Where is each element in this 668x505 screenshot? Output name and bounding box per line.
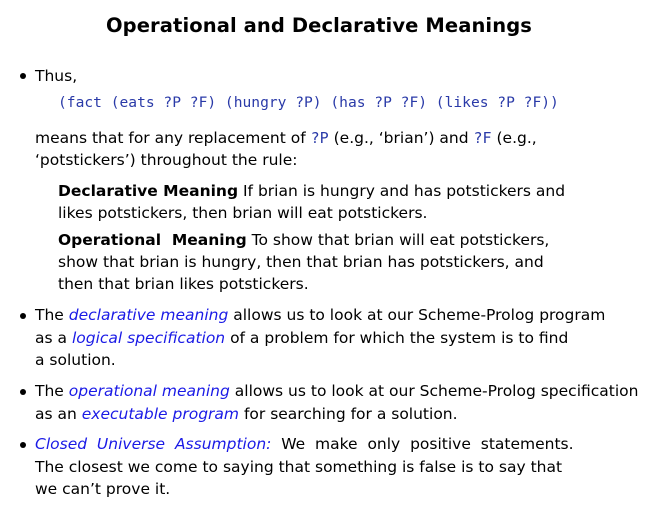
- bullet-3-text-4: for searching for a solution.: [239, 405, 458, 423]
- var-p: ?P: [310, 129, 329, 147]
- bullet-2-text-1: The: [35, 306, 69, 324]
- operational-line-1: [58, 229, 549, 251]
- bullet-4-dot: [20, 442, 26, 448]
- bullet-4-text-1: We make only positive statements.: [271, 435, 574, 453]
- bullet-4-line-1: [35, 433, 574, 455]
- bullet-3-text-3: as an: [35, 405, 82, 423]
- logical-specification-term: logical specification: [71, 329, 226, 347]
- bullet-3-text-1: The: [35, 382, 69, 400]
- bullet-4-line-3: we can’t prove it.: [35, 480, 171, 498]
- declarative-line-2: likes potstickers, then brian will eat potstickers.: [58, 204, 428, 222]
- bullet-1-lead: Thus,: [35, 67, 78, 85]
- bullet-3-dot: [20, 389, 26, 395]
- declarative-meaning-term: declarative meaning: [68, 306, 229, 324]
- operational-line-3: then that brian likes potstickers.: [58, 275, 309, 293]
- operational-text-1: To show that brian will eat potstickers,: [246, 231, 550, 249]
- bullet-2-line-1: [35, 304, 605, 326]
- operational-label: Operational Meaning: [58, 231, 247, 249]
- fact-rule-code: (fact (eats ?P ?F) (hungry ?P) (has ?P ?F) (likes ?P ?F)): [58, 94, 559, 111]
- means-line-1: [35, 127, 537, 149]
- bullet-2-dot: [20, 313, 26, 319]
- closed-universe-term: Closed Universe Assumption:: [35, 435, 272, 453]
- bullet-4-line-2: The closest we come to saying that something is false is to say that: [35, 458, 563, 476]
- bullet-3-text-2: allows us to look at our Scheme-Prolog specification: [229, 382, 639, 400]
- slide-title: Operational and Declarative Meanings: [106, 14, 532, 37]
- bullet-2-text-2: allows us to look at our Scheme-Prolog program: [228, 306, 606, 324]
- operational-line-2: show that brian is hungry, then that brian has potstickers, and: [58, 253, 544, 271]
- declarative-text-1: If brian is hungry and has potstickers and: [238, 182, 566, 200]
- declarative-label: Declarative Meaning: [58, 182, 239, 200]
- means-text-3: (e.g.,: [491, 129, 537, 147]
- bullet-3-line-2: [35, 403, 458, 425]
- var-f: ?F: [473, 129, 492, 147]
- means-text-1: means that for any replacement of: [35, 129, 311, 147]
- bullet-1-dot: [20, 73, 26, 79]
- means-text-2: (e.g., ‘brian’) and: [328, 129, 474, 147]
- bullet-2-text-4: of a problem for which the system is to find: [225, 329, 569, 347]
- means-line-2: ‘potstickers’) throughout the rule:: [35, 151, 298, 169]
- bullet-2-line-3: a solution.: [35, 351, 116, 369]
- operational-meaning-term: operational meaning: [68, 382, 230, 400]
- bullet-3-line-1: [35, 380, 639, 402]
- executable-program-term: executable program: [81, 405, 240, 423]
- bullet-2-line-2: [35, 327, 568, 349]
- declarative-line-1: [58, 180, 565, 202]
- bullet-2-text-3: as a: [35, 329, 72, 347]
